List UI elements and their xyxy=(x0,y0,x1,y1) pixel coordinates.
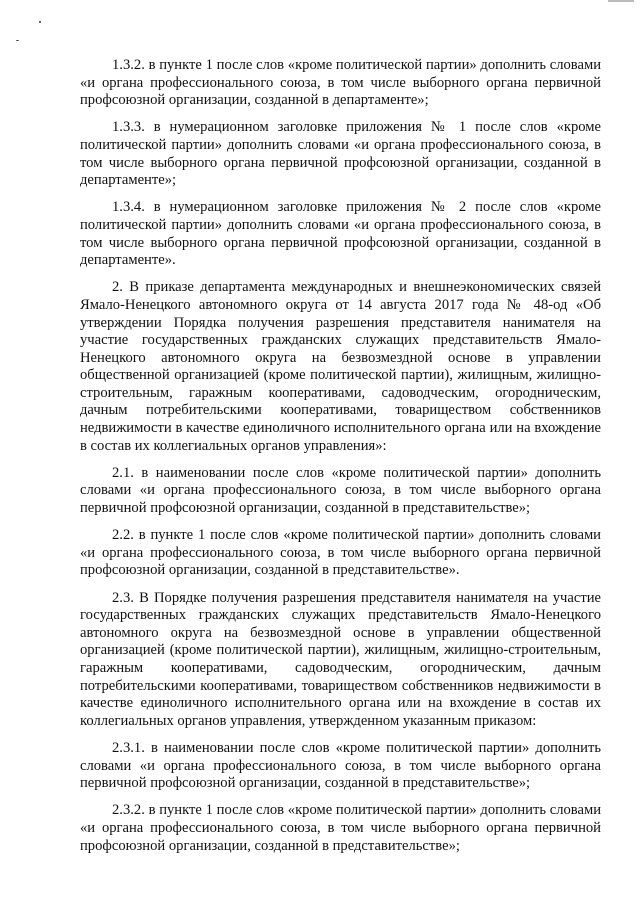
paragraph-1-3-3: 1.3.3. в нумерационном заголовке приложения № 1 после слов «кроме политической партии» дополнить словами «и органа профессионального союза, в том числе выборного органа первичной профсоюзной организации, созданной в департаменте»; xyxy=(80,119,601,189)
paragraph-2-2: 2.2. в пункте 1 после слов «кроме политической партии» дополнить словами «и органа профессионального союза, в том числе выборного органа первичной профсоюзной организации, созданной в представительстве». xyxy=(80,527,601,579)
scan-artifact-dot xyxy=(39,21,41,23)
paragraph-1-3-4: 1.3.4. в нумерационном заголовке приложения № 2 после слов «кроме политической партии» дополнить словами «и органа профессионального союза, в том числе выборного органа первичной профсоюзной организации, созданной в департаменте». xyxy=(80,199,601,269)
paragraph-2-1: 2.1. в наименовании после слов «кроме политической партии» дополнить словами «и органа профессионального союза, в том числе выборного органа первичной профсоюзной организации, созданной в представительстве»; xyxy=(80,464,601,517)
document-body xyxy=(80,57,601,865)
paragraph-2-3: 2.3. В Порядке получения разрешения представителя нанимателя на участие государственных гражданских служащих представительств Ямало-Ненецкого автономного округа на безвозмездной основе в управлении общественной организацией (кроме политической партии), жилищным, жилищно-строительным, гаражным кооперативами, садоводческим, огородническим, дачным потребительскими кооперативами, товариществом собственников недвижимости в качестве единоличного исполнительного органа или на вхождение в состав их коллегиальных органов управления, утвержденном указанным приказом: xyxy=(80,589,601,729)
paragraph-2-3-2: 2.3.2. в пункте 1 после слов «кроме политической партии» дополнить словами «и органа профессионального союза, в том числе выборного органа первичной профсоюзной организации, созданной в представительстве»; xyxy=(80,802,601,854)
paragraph-1-3-2: 1.3.2. в пункте 1 после слов «кроме политической партии» дополнить словами «и органа профессионального союза, в том числе выборного органа первичной профсоюзной организации, созданной в департаменте»; xyxy=(80,57,601,109)
paragraph-2-3-1: 2.3.1. в наименовании после слов «кроме политической партии» дополнить словами «и органа профессионального союза, в том числе выборного органа первичной профсоюзной организации, созданной в представительстве»; xyxy=(80,739,601,792)
paragraph-2: 2. В приказе департамента международных и внешнеэкономических связей Ямало-Ненецкого автономного округа от 14 августа 2017 года № 48-од «Об утверждении Порядка получения разрешения представителя нанимателя на участие государственных гражданских служащих представительств Ямало-Ненецкого автономного округа на безвозмездной основе в управлении общественной организацией (кроме политической партии), жилищным, жилищно-строительным, гаражным кооперативами, садоводческим, огородническим, дачным потребительскими кооперативами, товариществом собственников недвижимости в качестве единоличного исполнительного органа или на вхождение в состав их коллегиальных органов управления»: xyxy=(80,279,601,454)
scan-edge-mark xyxy=(608,0,634,2)
scan-artifact-mark xyxy=(16,40,19,41)
